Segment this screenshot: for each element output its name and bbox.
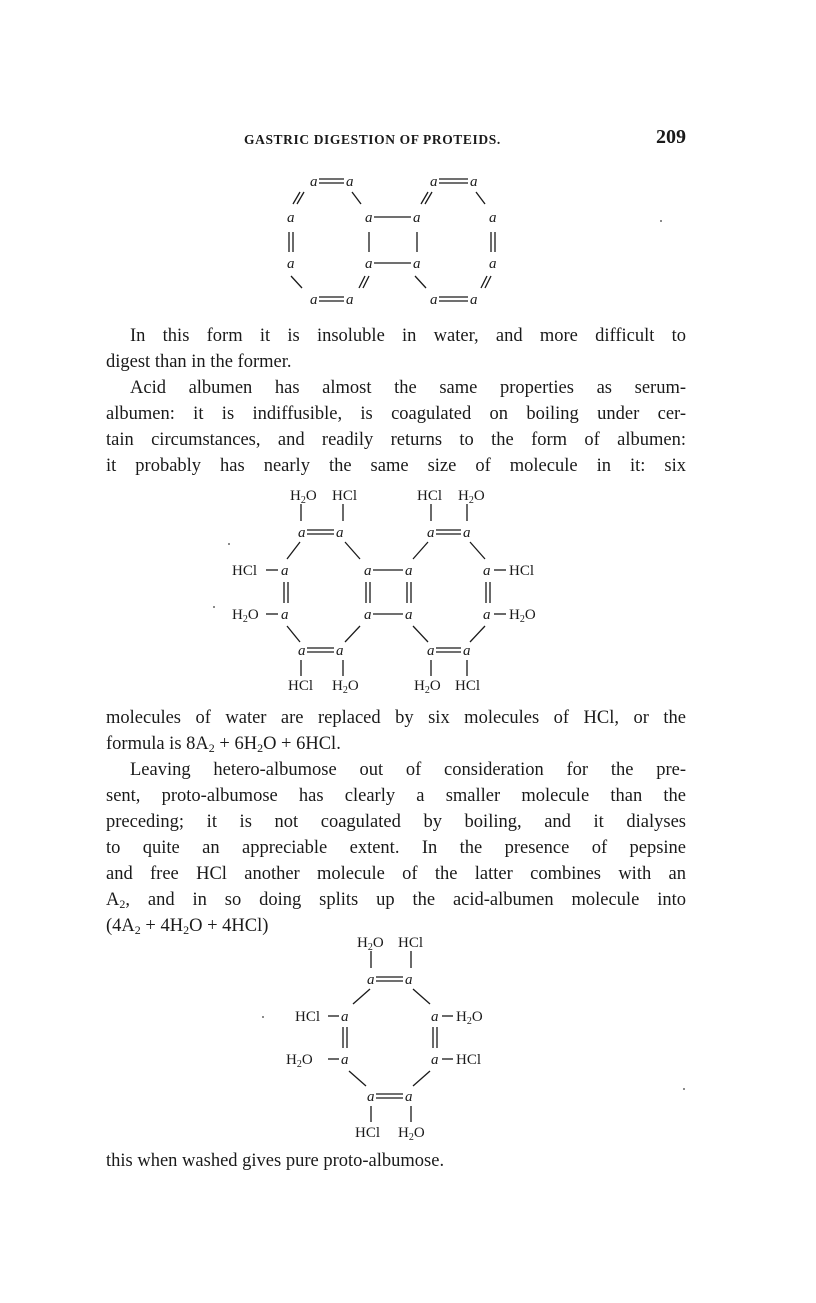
atom-label: a [298, 525, 306, 541]
diagram-3-bonds [343, 951, 437, 1122]
water-label: $H_2O$ [398, 1125, 425, 1143]
atom-label: a [470, 292, 478, 308]
atom-label: a [405, 607, 413, 623]
text-line: this when washed gives pure proto-albumose. [106, 1151, 445, 1171]
hcl-label: HCl [456, 1052, 482, 1068]
water-label: $H_2O$ [357, 935, 384, 953]
running-title: GASTRIC DIGESTION OF PROTEIDS. [244, 132, 501, 147]
atom-label: a [430, 174, 438, 190]
formula-line: formula is $8A_2 + 6H_2O + 6HCl$. [106, 734, 341, 755]
atom-label: a [287, 256, 295, 272]
atom-label: a [431, 1009, 439, 1025]
atom-label: a [431, 1052, 439, 1068]
hcl-label: HCl [295, 1009, 321, 1025]
water-label: $H_2O$ [456, 1009, 483, 1027]
atom-label: a [489, 210, 497, 226]
atom-label: a [365, 210, 373, 226]
text-line: preceding; it is not coagulated by boiling, and it dialyses [106, 812, 686, 832]
text-line: sent, proto-albumose has clearly a smaller molecule than the [106, 786, 686, 806]
water-label: $H_2O$ [286, 1052, 313, 1070]
atom-label: a [483, 607, 491, 623]
atom-label: a [405, 972, 413, 988]
atom-label: a [463, 643, 471, 659]
hcl-label: HCl [455, 678, 481, 694]
text-line: Leaving hetero-albumose out of consideration for the pre- [130, 760, 686, 780]
atom-label: a [405, 1089, 413, 1105]
atom-label: a [463, 525, 471, 541]
print-speck [262, 1016, 264, 1018]
hcl-label: HCl [288, 678, 314, 694]
atom-label: a [365, 256, 373, 272]
hcl-label: HCl [509, 563, 535, 579]
hcl-label: HCl [355, 1125, 381, 1141]
atom-label: a [346, 292, 354, 308]
water-label: $H_2O$ [458, 488, 485, 506]
atom-label: a [413, 256, 421, 272]
text-line: Acid albumen has almost the same properties as serum- [130, 378, 686, 398]
atom-label: a [405, 563, 413, 579]
atom-label: a [367, 972, 375, 988]
page-number: 209 [656, 126, 686, 148]
atom-label: a [483, 563, 491, 579]
atom-label: a [364, 607, 372, 623]
text-line: and free HCl another molecule of the latter combines with an [106, 864, 686, 884]
atom-label: a [310, 174, 318, 190]
atom-label: a [281, 607, 289, 623]
atom-label: a [427, 643, 435, 659]
hcl-label: HCl [398, 935, 424, 951]
text-line: molecules of water are replaced by six molecules of HCl, or the [106, 708, 686, 728]
atom-label: a [287, 210, 295, 226]
text-line: digest than in the former. [106, 352, 292, 372]
water-label: $H_2O$ [232, 607, 259, 625]
text-line: tain circumstances, and readily returns to the form of albumen: [106, 430, 686, 450]
diagram-3-atoms [286, 935, 483, 1143]
text-line: to quite an appreciable extent. In the presence of pepsine [106, 838, 686, 858]
water-label: $H_2O$ [290, 488, 317, 506]
paragraph-5 [106, 1148, 686, 1174]
atom-label: a [281, 563, 289, 579]
atom-label: a [341, 1009, 349, 1025]
atom-label: a [336, 525, 344, 541]
atom-label: a [430, 292, 438, 308]
atom-label: a [367, 1089, 375, 1105]
hcl-label: HCl [332, 488, 358, 504]
formula-line: $(4A_2 + 4H_2O + 4HCl)$ [106, 916, 269, 937]
hcl-label: HCl [417, 488, 443, 504]
text-line: albumen: it is indiffusible, is coagulated on boiling under cer- [106, 404, 686, 424]
formula-line: $A_2$, and in so doing splits up the acid-albumen molecule into [106, 890, 686, 911]
text-line: In this form it is insoluble in water, and more difficult to [130, 326, 686, 346]
atom-label: a [413, 210, 421, 226]
atom-label: a [341, 1052, 349, 1068]
atom-label: a [470, 174, 478, 190]
print-speck [683, 1088, 685, 1090]
water-label: $H_2O$ [509, 607, 536, 625]
atom-label: a [298, 643, 306, 659]
atom-label: a [336, 643, 344, 659]
atom-label: a [364, 563, 372, 579]
atom-label: a [310, 292, 318, 308]
hcl-label: HCl [232, 563, 258, 579]
atom-label: a [489, 256, 497, 272]
atom-label: a [346, 174, 354, 190]
text-line: it probably has nearly the same size of molecule in it: six [106, 456, 686, 476]
water-label: $H_2O$ [332, 678, 359, 696]
water-label: $H_2O$ [414, 678, 441, 696]
atom-label: a [427, 525, 435, 541]
